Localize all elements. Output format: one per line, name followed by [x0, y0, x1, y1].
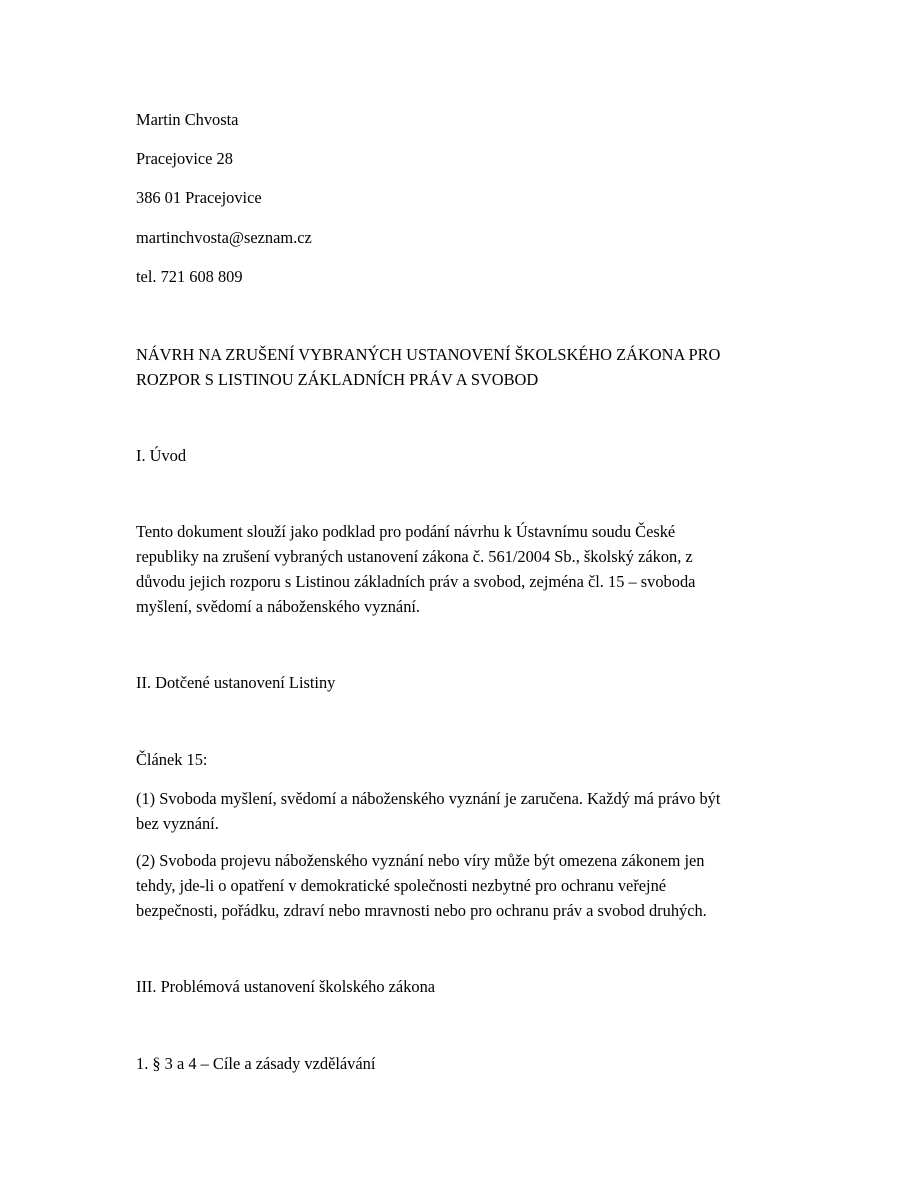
section-heading-intro: I. Úvod — [136, 446, 187, 465]
article-par-1-line-1: (1) Svoboda myšlení, svědomí a náboženského vyznání je zaručena. Každý má právo být — [136, 789, 721, 808]
intro-line-4: myšlení, svědomí a náboženského vyznání. — [136, 597, 421, 616]
sender-phone: tel. 721 608 809 — [136, 267, 243, 286]
intro-line-3: důvodu jejich rozporu s Listinou základních práv a svobod, zejména čl. 15 – svoboda — [136, 572, 696, 591]
list-item-1: 1. § 3 a 4 – Cíle a zásady vzdělávání — [136, 1054, 376, 1073]
article-par-2-line-2: tehdy, jde-li o opatření v demokratické společnosti nezbytné pro ochranu veřejné — [136, 876, 667, 895]
section-heading-charter: II. Dotčené ustanovení Listiny — [136, 673, 336, 692]
intro-line-1: Tento dokument slouží jako podklad pro podání návrhu k Ústavnímu soudu České — [136, 522, 676, 541]
sender-email: martinchvosta@seznam.cz — [136, 228, 312, 247]
intro-line-2: republiky na zrušení vybraných ustanovení zákona č. 561/2004 Sb., školský zákon, z — [136, 547, 693, 566]
document-title-line-1: NÁVRH NA ZRUŠENÍ VYBRANÝCH USTANOVENÍ ŠKOLSKÉHO ZÁKONA PRO — [136, 345, 721, 364]
section-heading-school-act: III. Problémová ustanovení školského zákona — [136, 977, 436, 996]
article-par-2-line-1: (2) Svoboda projevu náboženského vyznání nebo víry může být omezena zákonem jen — [136, 851, 705, 870]
sender-city: 386 01 Pracejovice — [136, 188, 262, 207]
sender-street: Pracejovice 28 — [136, 149, 233, 168]
sender-name: Martin Chvosta — [136, 110, 239, 129]
document-title-line-2: ROZPOR S LISTINOU ZÁKLADNÍCH PRÁV A SVOBOD — [136, 370, 539, 389]
article-par-2-line-3: bezpečnosti, pořádku, zdraví nebo mravnosti nebo pro ochranu práv a svobod druhých. — [136, 901, 707, 920]
article-heading: Článek 15: — [136, 750, 208, 769]
article-par-1-line-2: bez vyznání. — [136, 814, 219, 833]
